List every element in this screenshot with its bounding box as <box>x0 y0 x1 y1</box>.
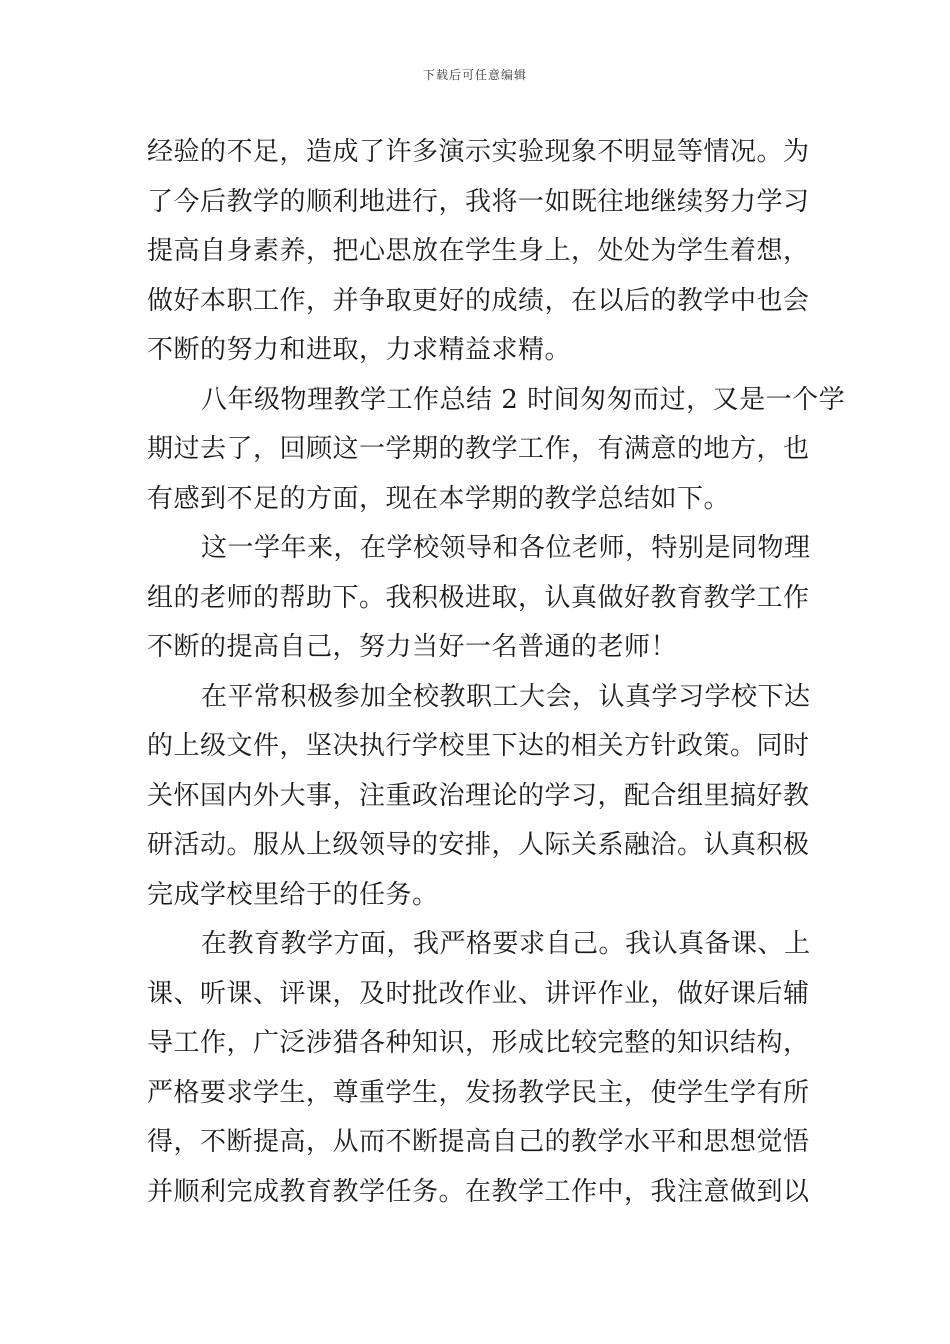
text-line: 有感到不足的方面，现在本学期的教学总结如下。 <box>147 483 731 514</box>
text-line: 的上级文件，坚决执行学校里下达的相关方针政策。同时 <box>147 731 810 761</box>
document-body <box>147 128 846 1217</box>
paragraph-3 <box>147 524 811 673</box>
paragraph-5 <box>147 920 811 1217</box>
text-line: 提高自身素养，把心思放在学生身上，处处为学生着想， <box>147 236 810 266</box>
text-line: 在平常积极参加全校教职工大会，认真学习学校下达 <box>201 681 811 712</box>
text-line: 做好本职工作，并争取更好的成绩，在以后的教学中也会 <box>147 285 810 316</box>
text-line: 得，不断提高，从而不断提高自己的教学水平和思想觉悟 <box>147 1127 810 1157</box>
text-line: 关怀国内外大事，注重政治理论的学习，配合组里搞好教 <box>147 780 810 811</box>
text-line: 不断的努力和进取，力求精益求精。 <box>147 335 572 365</box>
text-line: 完成学校里给于的任务。 <box>147 879 439 910</box>
text-line: 期过去了，回顾这一学期的教学工作，有满意的地方，也 <box>147 434 810 464</box>
page-header: 下载后可任意编辑 <box>422 68 527 82</box>
text-line: 严格要求学生，尊重学生，发扬教学民主，使学生学有所 <box>147 1077 810 1108</box>
text-line: 研活动。服从上级领导的安排，人际关系融洽。认真积极 <box>147 830 810 860</box>
text-line: 并顺利完成教育教学任务。在教学工作中，我注意做到以 <box>147 1176 810 1207</box>
text-line: 八年级物理教学工作总结 2 时间匆匆而过，又是一个学 <box>201 384 846 415</box>
text-line: 这一学年来，在学校领导和各位老师，特别是同物理 <box>201 533 811 563</box>
text-line: 组的老师的帮助下。我积极进取，认真做好教育教学工作 <box>147 582 810 613</box>
text-line: 经验的不足，造成了许多演示实验现象不明显等情况。为 <box>147 137 810 167</box>
text-line: 课、听课、评课，及时批改作业、讲评作业，做好课后辅 <box>147 978 810 1009</box>
text-line: 了今后教学的顺利地进行，我将一如既往地继续努力学习 <box>147 186 810 217</box>
text-line: 不断的提高自己，努力当好一名普通的老师！ <box>147 632 678 662</box>
text-line: 导工作，广泛涉猎各种知识，形成比较完整的知识结构， <box>147 1028 810 1058</box>
paragraph-2 <box>147 376 846 525</box>
text-line: 在教育教学方面，我严格要求自己。我认真备课、上 <box>201 929 811 959</box>
paragraph-4 <box>147 673 811 921</box>
paragraph-1 <box>147 128 810 376</box>
